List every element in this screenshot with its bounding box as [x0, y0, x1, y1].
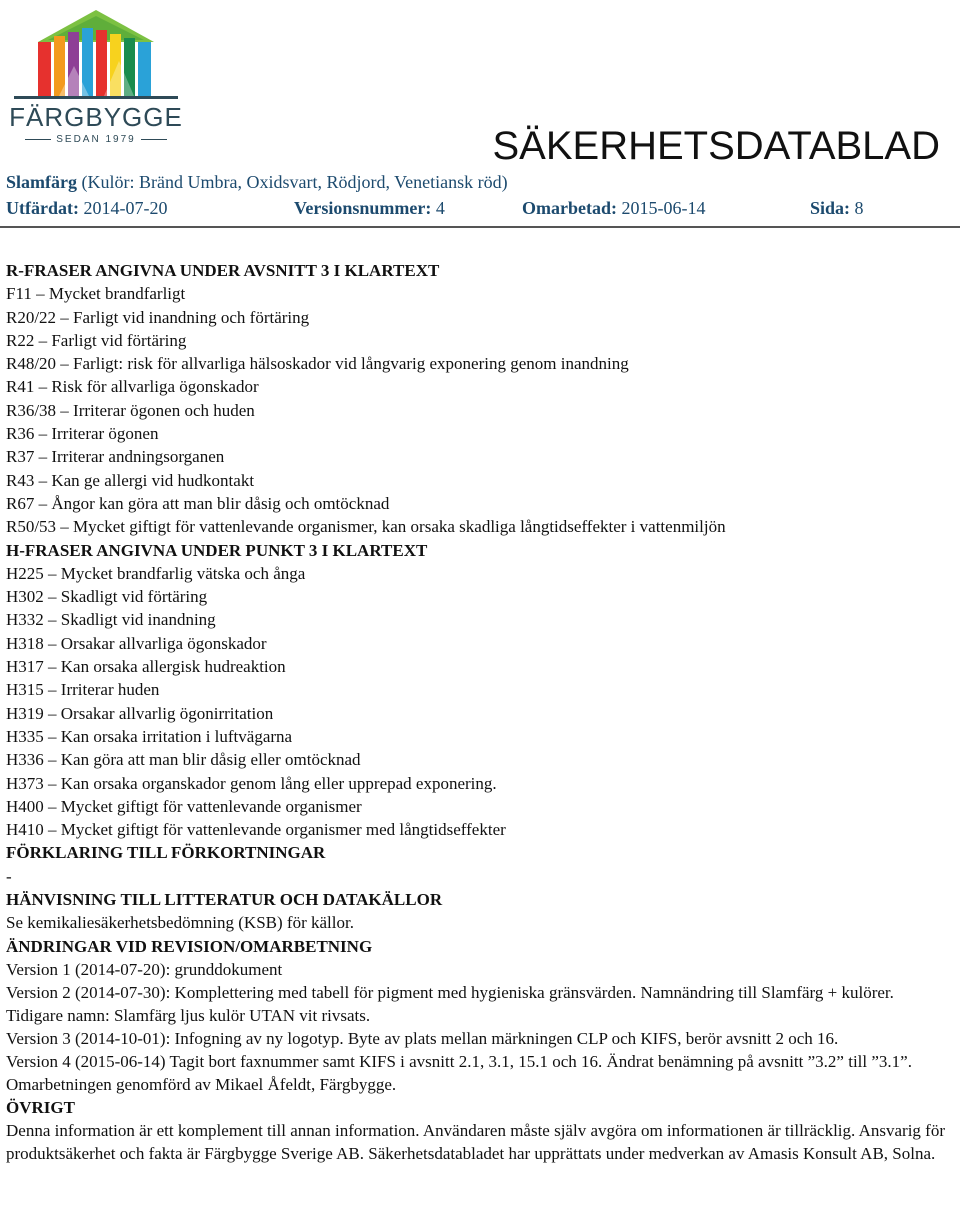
r-phrase-item: R36/38 – Irriterar ögonen och huden	[6, 400, 255, 420]
r-phrase-item: R43 – Kan ge allergi vid hudkontakt	[6, 470, 255, 490]
r-phrase-item: R41 – Risk för allvarliga ögonskador	[6, 377, 259, 397]
other-text: Denna information är ett komplement till annan information. Användaren måste själv avgöra om informationen är tillräcklig. Ansvarig för produktsäkerhet och fakta är Färgbygge Sverige AB. Säkerhetsdatabladet har upprättats under medverkan av Amasis Konsult AB, Solna.	[6, 1121, 945, 1164]
page-number: Sida: 8	[810, 198, 864, 218]
r-phrase-item: R67 – Ångor kan göra att man blir dåsig och omtöcknad	[6, 493, 390, 513]
r-phrase-item: R37 – Irriterar andningsorganen	[6, 447, 225, 467]
r-phrase-item: R22 – Farligt vid förtäring	[6, 330, 187, 350]
h-phrase-item: H319 – Orsakar allvarlig ögonirritation	[6, 703, 274, 723]
header-divider	[0, 226, 960, 228]
logo-house-graphic	[4, 6, 188, 106]
h-phrases-heading: H-FRASER ANGIVNA UNDER PUNKT 3 I KLARTEXT	[6, 540, 428, 560]
revision-item: Version 3 (2014-10-01): Infogning av ny logotyp. Byte av plats mellan märkningen CLP och KIFS, berör avsnitt 2 och 16.	[6, 1028, 839, 1048]
h-phrase-item: H373 – Kan orsaka organskador genom lång eller upprepad exponering.	[6, 773, 497, 793]
references-heading: HÄNVISNING TILL LITTERATUR OCH DATAKÄLLOR	[6, 890, 443, 910]
h-phrase-item: H225 – Mycket brandfarlig vätska och ånga	[6, 563, 306, 583]
issued-date: Utfärdat: 2014-07-20	[6, 198, 168, 218]
r-phrase-item: R50/53 – Mycket giftigt för vattenlevande organismer, kan orsaka skadliga långtidseffekter i vattenmiljön	[6, 517, 726, 537]
product-value: (Kulör: Bränd Umbra, Oxidsvart, Rödjord, Venetiansk röd)	[81, 172, 508, 192]
r-phrase-item: R20/22 – Farligt vid inandning och förtäring	[6, 307, 310, 327]
h-phrase-item: H317 – Kan orsaka allergisk hudreaktion	[6, 657, 286, 677]
abbreviations-heading: FÖRKLARING TILL FÖRKORTNINGAR	[6, 843, 326, 863]
h-phrase-item: H302 – Skadligt vid förtäring	[6, 587, 208, 607]
h-phrase-item: H400 – Mycket giftigt för vattenlevande organismer	[6, 796, 362, 816]
document-title: SÄKERHETSDATABLAD	[492, 124, 940, 168]
h-phrase-item: H336 – Kan göra att man blir dåsig eller omtöcknad	[6, 750, 361, 770]
logo-tagline: SEDAN 1979	[4, 134, 188, 145]
revised-date: Omarbetad: 2015-06-14	[522, 198, 706, 218]
h-phrase-item: H335 – Kan orsaka irritation i luftvägarna	[6, 726, 293, 746]
revisions-heading: ÄNDRINGAR VID REVISION/OMARBETNING	[6, 936, 373, 956]
r-phrase-item: R48/20 – Farligt: risk för allvarliga hälsoskador vid långvarig exponering genom inandning	[6, 354, 629, 374]
references-text: Se kemikaliesäkerhetsbedömning (KSB) för källor.	[6, 913, 354, 933]
document-body	[6, 259, 950, 1165]
r-phrase-item: R36 – Irriterar ögonen	[6, 424, 159, 444]
revision-item: Version 1 (2014-07-20): grunddokument	[6, 959, 283, 979]
product-label: Slamfärg	[6, 172, 77, 192]
r-phrases-heading: R-FRASER ANGIVNA UNDER AVSNITT 3 I KLARTEXT	[6, 261, 440, 280]
product-line	[6, 172, 508, 193]
logo-wordmark: FÄRGBYGGE	[9, 102, 183, 132]
revision-item: Version 2 (2014-07-30): Komplettering med tabell för pigment med hygieniska gränsvärden. Namnändring till Slamfärg + kulörer. Tidigare namn: Slamfärg ljus kulör UTAN vit rivsats.	[6, 982, 894, 1025]
revision-item: Version 4 (2015-06-14) Tagit bort faxnummer samt KIFS i avsnitt 2.1, 3.1, 15.1 och 16. Ändrat benämning på avsnitt ”3.2” till ”3.1”. Omarbetningen genomförd av Mikael Åfeldt, Färgbygge.	[6, 1051, 912, 1094]
r-phrase-item: F11 – Mycket brandfarligt	[6, 284, 186, 304]
company-logo	[4, 6, 188, 156]
h-phrase-item: H315 – Irriterar huden	[6, 680, 160, 700]
h-phrase-item: H318 – Orsakar allvarliga ögonskador	[6, 633, 267, 653]
h-phrase-item: H332 – Skadligt vid inandning	[6, 610, 216, 630]
version-number: Versionsnummer: 4	[294, 198, 445, 218]
other-heading: ÖVRIGT	[6, 1097, 75, 1117]
abbreviations-text: -	[6, 866, 12, 886]
h-phrase-item: H410 – Mycket giftigt för vattenlevande organismer med långtidseffekter	[6, 820, 506, 840]
